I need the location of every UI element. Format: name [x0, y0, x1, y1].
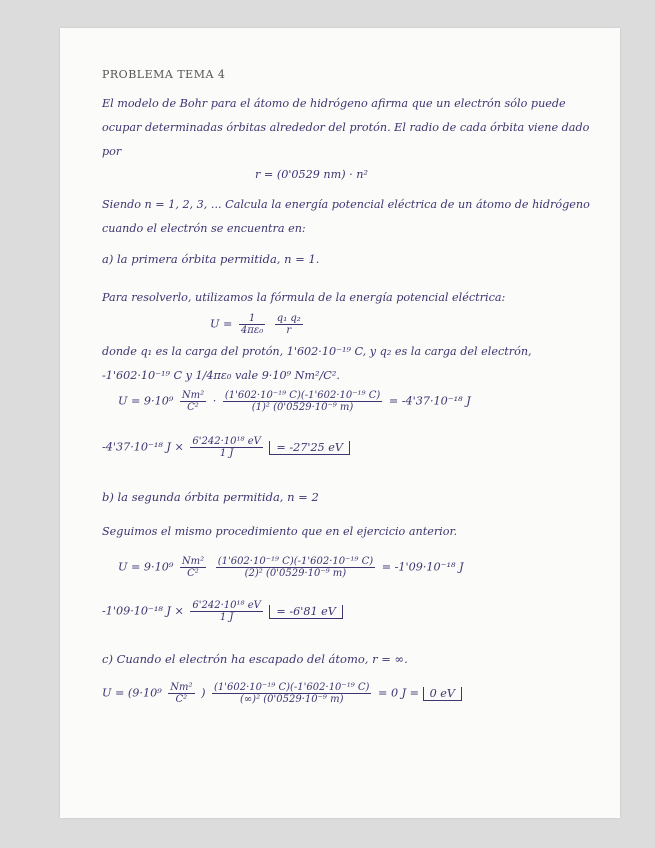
- section-c-calculation: U = (9·10⁹ $\frac{\text{Nm²}}{\text{C²}}$ ) $\frac{\text{(1'602·10⁻¹⁹ C)(-1'602·10⁻¹⁹ C)}}{\text{(∞)² (0'0529·10⁻⁹ m)}}$ = 0 J = 0 eV: [102, 682, 462, 705]
- section-b-heading: b) la segunda órbita permitida, n = 2: [102, 490, 319, 504]
- task-paragraph: Siendo n = 1, 2, 3, ... Calcula la energía potencial eléctrica de un átomo de hidrógeno cuando el electrón se encuentra en:: [102, 198, 590, 235]
- constants-paragraph: donde q₁ es la carga del protón, 1'602·10⁻¹⁹ C, y q₂ es la carga del electrón, -1'602·10⁻¹⁹ C y 1/4πε₀ vale 9·10⁹ Nm²/C².: [102, 345, 532, 382]
- section-a-calculation: U = 9·10⁹ $\frac{\text{Nm²}}{\text{C²}}$ · $\frac{\text{(1'602·10⁻¹⁹ C)(-1'602·10⁻¹⁹ C)}}{\text{(1)² (0'0529·10⁻⁹ m)}}$ = -4'37·10⁻¹⁸ J: [118, 390, 471, 413]
- section-c-heading: c) Cuando el electrón ha escapado del átomo, r = ∞.: [102, 652, 408, 666]
- answer-c-box: 0 eV: [423, 687, 462, 701]
- potential-energy-formula: U = $\frac{1}{\text{4πε₀}}$ $\frac{\text{q₁ q₂}}{r}$: [210, 313, 301, 336]
- radius-formula: r = (0'0529 nm) · n²: [255, 168, 368, 181]
- section-b-calculation: U = 9·10⁹ $\frac{\text{Nm²}}{\text{C²}}$ $\frac{\text{(1'602·10⁻¹⁹ C)(-1'602·10⁻¹⁹ C)}}{\text{(2)² (0'0529·10⁻⁹ m)}}$ = -1'09·10⁻¹⁸ J: [118, 556, 464, 579]
- paper-sheet: [60, 28, 620, 818]
- intro-paragraph: El modelo de Bohr para el átomo de hidrógeno afirma que un electrón sólo puede ocupar determinadas órbitas alrededor del protón. El radio de cada órbita viene dado por: [102, 97, 590, 158]
- answer-a-box: = -27'25 eV: [269, 441, 350, 455]
- section-a-heading: a) la primera órbita permitida, n = 1.: [102, 252, 320, 266]
- section-a-conversion: -4'37·10⁻¹⁸ J × $\frac{\text{6'242·10¹⁸ eV}}{1 J}$ = -27'25 eV: [102, 436, 350, 459]
- method-paragraph: Para resolverlo, utilizamos la fórmula de la energía potencial eléctrica:: [102, 291, 506, 304]
- answer-b-box: = -6'81 eV: [269, 605, 342, 619]
- page-title: PROBLEMA TEMA 4: [102, 68, 226, 81]
- section-b-intro: Seguimos el mismo procedimiento que en el ejercicio anterior.: [102, 525, 458, 538]
- section-b-conversion: -1'09·10⁻¹⁸ J × $\frac{\text{6'242·10¹⁸ eV}}{1 J}$ = -6'81 eV: [102, 600, 343, 623]
